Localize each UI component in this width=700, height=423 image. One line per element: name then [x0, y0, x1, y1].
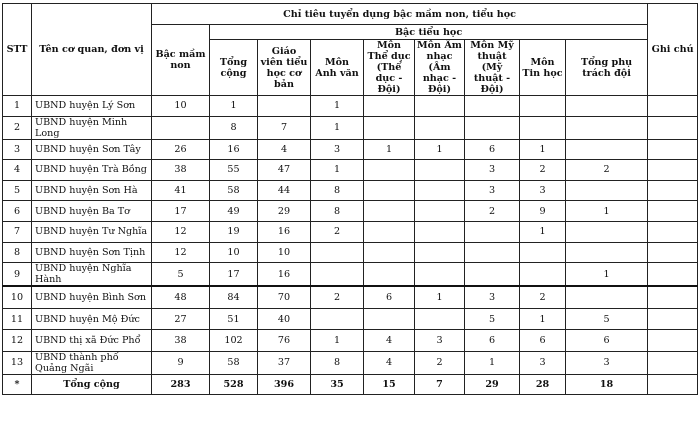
cell-art — [465, 263, 520, 287]
cell-basic: 47 — [258, 160, 311, 181]
cell-music — [415, 263, 465, 287]
cell-total: 84 — [210, 286, 258, 308]
cell-total: 10 — [210, 242, 258, 263]
cell-youth — [566, 96, 648, 117]
cell-english: 1 — [311, 96, 364, 117]
cell-pe — [364, 242, 415, 263]
cell-youth — [566, 286, 648, 308]
table-row — [3, 242, 698, 263]
cell-english: 1 — [311, 330, 364, 352]
cell-it: 1 — [520, 308, 566, 330]
cell-english — [311, 242, 364, 263]
cell-stt: 7 — [3, 221, 32, 242]
cell-total: 16 — [210, 139, 258, 160]
cell-preschool: 12 — [152, 242, 210, 263]
cell-stt: 2 — [3, 116, 32, 139]
cell-music: 2 — [415, 351, 465, 374]
cell-basic: 396 — [258, 374, 311, 394]
cell-music: 7 — [415, 374, 465, 394]
header-row-1 — [3, 4, 698, 25]
cell-english: 8 — [311, 201, 364, 222]
cell-english — [311, 308, 364, 330]
cell-pe — [364, 221, 415, 242]
cell-youth — [566, 221, 648, 242]
cell-it — [520, 116, 566, 139]
table-row — [3, 160, 698, 181]
cell-basic — [258, 96, 311, 117]
cell-note — [648, 201, 698, 222]
cell-it — [520, 96, 566, 117]
header-unit: Tên cơ quan, đơn vị — [32, 4, 152, 96]
cell-total: 8 — [210, 116, 258, 139]
cell-music — [415, 221, 465, 242]
cell-preschool: 10 — [152, 96, 210, 117]
cell-unit: UBND huyện Tư Nghĩa — [32, 221, 152, 242]
table-row — [3, 330, 698, 352]
cell-stt: * — [3, 374, 32, 394]
cell-it — [520, 242, 566, 263]
cell-basic: 76 — [258, 330, 311, 352]
cell-total: 58 — [210, 351, 258, 374]
table-row — [3, 351, 698, 374]
cell-stt: 9 — [3, 263, 32, 287]
cell-preschool: 48 — [152, 286, 210, 308]
table-row — [3, 139, 698, 160]
header-note: Ghi chú — [648, 4, 698, 96]
cell-pe — [364, 201, 415, 222]
cell-art: 2 — [465, 201, 520, 222]
cell-art: 3 — [465, 286, 520, 308]
cell-unit: UBND huyện Sơn Hà — [32, 180, 152, 201]
cell-it — [520, 263, 566, 287]
cell-english: 3 — [311, 139, 364, 160]
cell-stt: 10 — [3, 286, 32, 308]
cell-unit: UBND huyện Nghĩa Hành — [32, 263, 152, 287]
cell-pe: 1 — [364, 139, 415, 160]
header-group: Chỉ tiêu tuyển dụng bậc mầm non, tiểu học — [152, 4, 648, 25]
header-col-youth: Tổng phụ trách đội — [566, 40, 648, 96]
cell-art — [465, 116, 520, 139]
cell-youth: 2 — [566, 160, 648, 181]
cell-it: 1 — [520, 139, 566, 160]
table-body — [3, 96, 698, 395]
cell-english — [311, 263, 364, 287]
cell-music — [415, 116, 465, 139]
cell-preschool: 38 — [152, 160, 210, 181]
header-stt: STT — [3, 4, 32, 96]
cell-youth: 18 — [566, 374, 648, 394]
cell-unit: UBND huyện Bình Sơn — [32, 286, 152, 308]
cell-preschool: 283 — [152, 374, 210, 394]
cell-english: 1 — [311, 116, 364, 139]
cell-stt: 4 — [3, 160, 32, 181]
total-row — [3, 374, 698, 394]
table-row — [3, 116, 698, 139]
cell-note — [648, 180, 698, 201]
cell-pe: 6 — [364, 286, 415, 308]
cell-art: 5 — [465, 308, 520, 330]
cell-youth: 1 — [566, 201, 648, 222]
cell-unit: UBND huyện Sơn Tây — [32, 139, 152, 160]
cell-basic: 29 — [258, 201, 311, 222]
cell-unit: UBND huyện Lý Sơn — [32, 96, 152, 117]
cell-pe: 4 — [364, 330, 415, 352]
cell-art: 3 — [465, 160, 520, 181]
cell-stt: 13 — [3, 351, 32, 374]
cell-it: 2 — [520, 286, 566, 308]
cell-music: 1 — [415, 286, 465, 308]
header-primary: Bậc tiểu học — [210, 25, 648, 40]
cell-total: 528 — [210, 374, 258, 394]
cell-english: 1 — [311, 160, 364, 181]
cell-it: 3 — [520, 351, 566, 374]
cell-unit: UBND huyện Minh Long — [32, 116, 152, 139]
cell-note — [648, 96, 698, 117]
cell-preschool: 17 — [152, 201, 210, 222]
cell-unit: UBND huyện Mộ Đức — [32, 308, 152, 330]
cell-note — [648, 160, 698, 181]
header-col-pe: Môn Thể dục (Thể dục - Đội) — [364, 40, 415, 96]
header-col-english: Môn Anh văn — [311, 40, 364, 96]
cell-total: 49 — [210, 201, 258, 222]
cell-music: 3 — [415, 330, 465, 352]
cell-music — [415, 96, 465, 117]
cell-stt: 12 — [3, 330, 32, 352]
cell-youth: 3 — [566, 351, 648, 374]
cell-preschool: 41 — [152, 180, 210, 201]
cell-english: 8 — [311, 180, 364, 201]
cell-youth: 1 — [566, 263, 648, 287]
cell-pe — [364, 180, 415, 201]
cell-youth: 5 — [566, 308, 648, 330]
cell-art — [465, 221, 520, 242]
cell-pe — [364, 160, 415, 181]
cell-art — [465, 96, 520, 117]
cell-preschool: 38 — [152, 330, 210, 352]
cell-total: 51 — [210, 308, 258, 330]
cell-note — [648, 308, 698, 330]
cell-it: 28 — [520, 374, 566, 394]
header-col-art: Môn Mỹ thuật (Mỹ thuật - Đội) — [465, 40, 520, 96]
cell-music — [415, 160, 465, 181]
cell-it: 9 — [520, 201, 566, 222]
cell-youth — [566, 180, 648, 201]
cell-stt: 5 — [3, 180, 32, 201]
cell-unit: UBND thị xã Đức Phổ — [32, 330, 152, 352]
cell-stt: 3 — [3, 139, 32, 160]
cell-basic: 40 — [258, 308, 311, 330]
cell-note — [648, 221, 698, 242]
cell-basic: 44 — [258, 180, 311, 201]
cell-preschool — [152, 116, 210, 139]
cell-it: 2 — [520, 160, 566, 181]
recruitment-quota-table — [2, 3, 698, 395]
cell-basic: 16 — [258, 221, 311, 242]
cell-stt: 11 — [3, 308, 32, 330]
cell-art: 6 — [465, 139, 520, 160]
cell-music — [415, 242, 465, 263]
cell-note — [648, 351, 698, 374]
cell-total: 19 — [210, 221, 258, 242]
cell-english: 8 — [311, 351, 364, 374]
table-row — [3, 180, 698, 201]
cell-music — [415, 308, 465, 330]
recruitment-table-container — [2, 3, 697, 395]
cell-note — [648, 330, 698, 352]
cell-it: 6 — [520, 330, 566, 352]
cell-pe — [364, 116, 415, 139]
cell-total: 58 — [210, 180, 258, 201]
cell-pe — [364, 308, 415, 330]
cell-note — [648, 242, 698, 263]
table-row — [3, 201, 698, 222]
cell-basic: 70 — [258, 286, 311, 308]
cell-pe — [364, 96, 415, 117]
cell-preschool: 12 — [152, 221, 210, 242]
table-row — [3, 221, 698, 242]
cell-youth: 6 — [566, 330, 648, 352]
cell-pe: 4 — [364, 351, 415, 374]
table-row — [3, 96, 698, 117]
cell-english: 35 — [311, 374, 364, 394]
cell-pe: 15 — [364, 374, 415, 394]
cell-unit: UBND thành phố Quảng Ngãi — [32, 351, 152, 374]
cell-youth — [566, 242, 648, 263]
cell-preschool: 26 — [152, 139, 210, 160]
cell-pe — [364, 263, 415, 287]
cell-english: 2 — [311, 221, 364, 242]
header-col-total: Tổng cộng — [210, 40, 258, 96]
cell-art — [465, 242, 520, 263]
cell-preschool: 9 — [152, 351, 210, 374]
cell-basic: 37 — [258, 351, 311, 374]
cell-art: 3 — [465, 180, 520, 201]
cell-music: 1 — [415, 139, 465, 160]
cell-total: 55 — [210, 160, 258, 181]
cell-art: 29 — [465, 374, 520, 394]
cell-note — [648, 263, 698, 287]
header-col-it: Môn Tin học — [520, 40, 566, 96]
cell-preschool: 5 — [152, 263, 210, 287]
cell-it: 1 — [520, 221, 566, 242]
cell-note — [648, 116, 698, 139]
cell-youth — [566, 139, 648, 160]
cell-basic: 4 — [258, 139, 311, 160]
cell-art: 1 — [465, 351, 520, 374]
cell-note — [648, 286, 698, 308]
cell-basic: 10 — [258, 242, 311, 263]
table-row — [3, 286, 698, 308]
cell-unit: UBND huyện Sơn Tịnh — [32, 242, 152, 263]
cell-note — [648, 374, 698, 394]
cell-unit: UBND huyện Ba Tơ — [32, 201, 152, 222]
cell-stt: 6 — [3, 201, 32, 222]
cell-unit: UBND huyện Trà Bồng — [32, 160, 152, 181]
header-preschool: Bậc mầm non — [152, 25, 210, 96]
table-row — [3, 263, 698, 287]
cell-music — [415, 180, 465, 201]
cell-total: 17 — [210, 263, 258, 287]
cell-it: 3 — [520, 180, 566, 201]
cell-basic: 16 — [258, 263, 311, 287]
header-col-music: Môn Âm nhạc (Âm nhạc - Đội) — [415, 40, 465, 96]
cell-total: 1 — [210, 96, 258, 117]
cell-basic: 7 — [258, 116, 311, 139]
cell-stt: 1 — [3, 96, 32, 117]
cell-art: 6 — [465, 330, 520, 352]
cell-english: 2 — [311, 286, 364, 308]
cell-stt: 8 — [3, 242, 32, 263]
cell-note — [648, 139, 698, 160]
header-col-basic: Giáo viên tiểu học cơ bản — [258, 40, 311, 96]
cell-preschool: 27 — [152, 308, 210, 330]
cell-total: 102 — [210, 330, 258, 352]
cell-unit: Tổng cộng — [32, 374, 152, 394]
table-row — [3, 308, 698, 330]
cell-youth — [566, 116, 648, 139]
cell-music — [415, 201, 465, 222]
